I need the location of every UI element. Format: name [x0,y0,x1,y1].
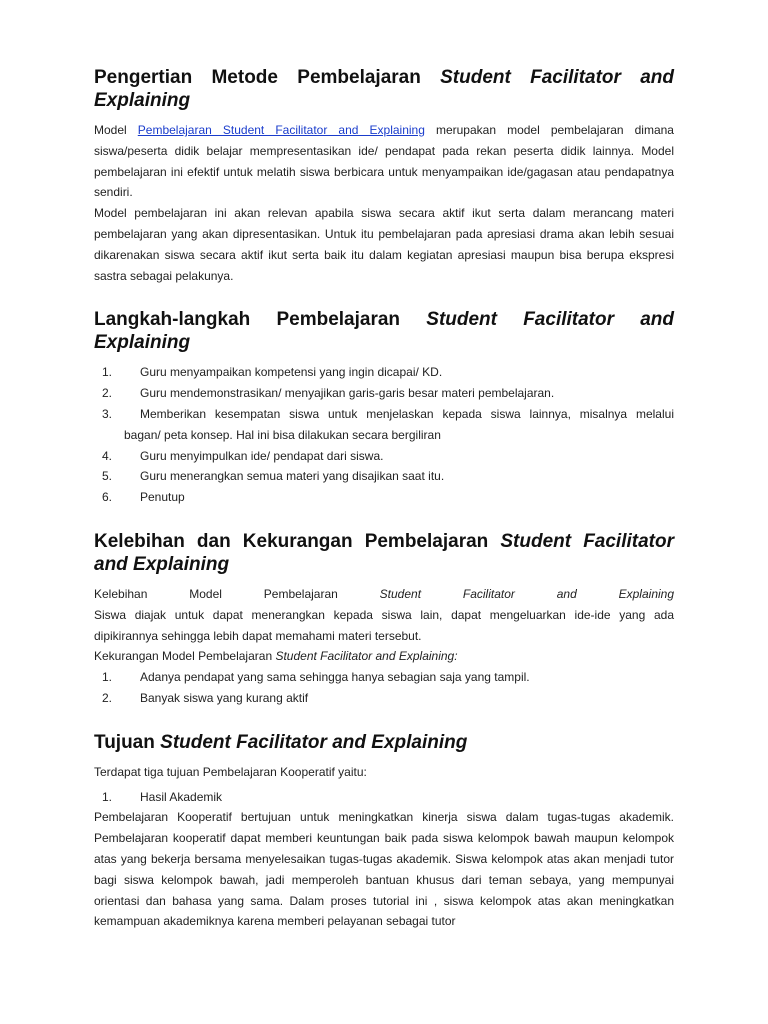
paragraph-relevance: Model pembelajaran ini akan relevan apabila siswa secara aktif ikut serta dalam merancang materi pembelajaran yang akan dipresentasikan. Untuk itu pembelajaran pada apresiasi drama akan lebih sesuai dikarenakan siswa secara aktif ikut serta baik itu dalam kegiatan apresiasi maupun bisa berupa ekspresi sastra sebagai pelakunya. [94,206,674,283]
list-item: 2. Guru mendemonstrasikan/ menyajikan garis-garis besar materi pembelajaran. [102,386,555,401]
list-item: 1. Hasil Akademik [102,789,223,804]
section-langkah [94,308,674,508]
list-item: 1. Adanya pendapat yang sama sehingga hanya sebagian saja yang tampil. [102,670,530,685]
model-link[interactable]: Pembelajaran Student Facilitator and Explaining [137,123,425,137]
section-pengertian [94,66,674,286]
list-item: 4. Guru menyimpulkan ide/ pendapat dari siswa. [102,448,384,463]
heading-pengertian: Pengertian Metode Pembelajaran Student Facilitator and Explaining [94,67,674,111]
kelebihan-text: Siswa diajak untuk dapat menerangkan kepada siswa lain, dapat mengeluarkan ide-ide yang ada dipikirannya sehingga lebih dapat memahami materi tersebut. [94,607,674,643]
kekurangan-label: Kekurangan Model Pembelajaran Student Facilitator and Explaining: [94,649,458,664]
steps-list [94,362,674,508]
list-item: 6. Penutup [102,490,185,505]
kekurangan-list [94,667,674,709]
kelebihan-label: Kelebihan Model Pembelajaran Student Facilitator and Explaining [94,586,675,601]
heading-kelebihan-kekurangan: Kelebihan dan Kekurangan Pembelajaran Student Facilitator and Explaining [94,530,674,575]
tujuan-intro: Terdapat tiga tujuan Pembelajaran Kooperatif yaitu: [94,764,367,779]
list-item: 2. Banyak siswa yang kurang aktif [102,690,309,705]
heading-tujuan: Tujuan Student Facilitator and Explaining [94,731,468,753]
list-item: 1. Guru menyampaikan kompetensi yang ingin dicapai/ KD. [102,365,443,380]
paragraph-definition: Model Pembelajaran Student Facilitator and Explaining merupakan model pembelajaran dimana siswa/peserta didik belajar mempresentasikan ide/ pendapat pada rekan peserta didik lainnya. Model pembelajaran ini efektif untuk melatih siswa berbicara untuk menyampaikan ide/gagasan atau pendapatnya sendiri. [94,123,674,200]
list-item: 5. Guru menerangkan semua materi yang disajikan saat itu. [102,469,445,484]
list-item-continuation: bagan/ peta konsep. Hal ini bisa dilakukan secara bergiliran [124,427,441,442]
section-tujuan [94,731,674,932]
section-kelebihan-kekurangan [94,530,674,709]
tujuan-list [94,787,674,808]
tujuan-paragraph: Pembelajaran Kooperatif bertujuan untuk meningkatkan kinerja siswa dalam tugas-tugas akademik. Pembelajaran kooperatif dapat memberi keuntungan baik pada siswa kelompok bawah maupun kelompok atas yang bekerja bersama menyelesaikan tugas-tugas akademik. Siswa kelompok atas akan menjadi tutor bagi siswa kelompok bawah, jadi memperoleh bantuan khusus dari teman sebaya, yang mempunyai orientasi dan bahasa yang sama. Dalam proses tutorial ini , siswa kelompok atas akan meningkatkan kemampuan akademiknya karena memberi pelayanan sebagai tutor [94,810,674,929]
heading-langkah: Langkah-langkah Pembelajaran Student Facilitator and Explaining [94,309,674,354]
list-item: 3. Memberikan kesempatan siswa untuk menjelaskan kepada siswa lainnya, misalnya melalui [102,406,674,421]
